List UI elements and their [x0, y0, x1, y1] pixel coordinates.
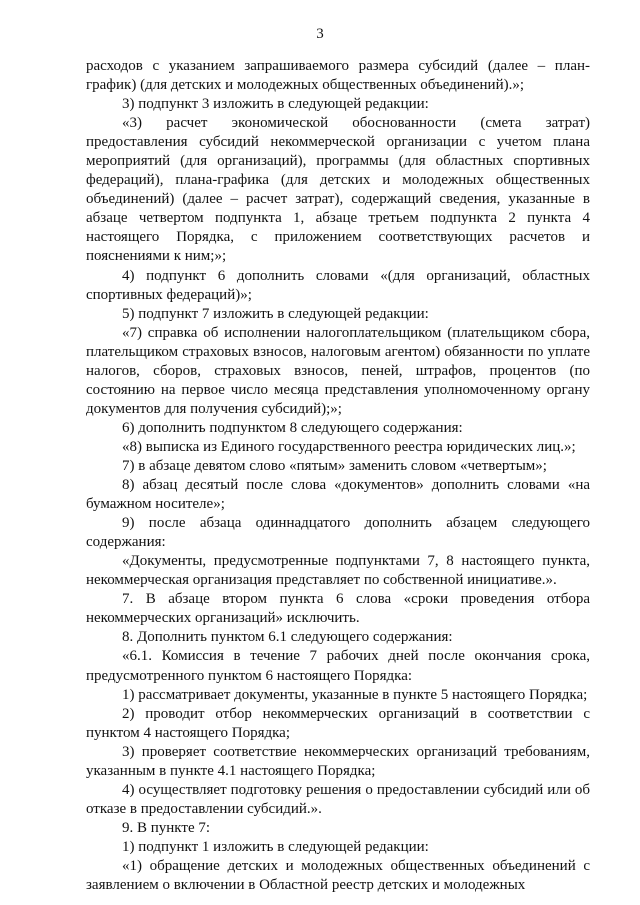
paragraph: 8. Дополнить пунктом 6.1 следующего содержания:: [122, 629, 453, 646]
document-body: [86, 57, 590, 895]
paragraph: 7. В абзаце втором пункта 6 слова «сроки проведения отбора некоммерческих организаций» исключить.: [86, 591, 590, 627]
paragraph: 6) дополнить подпунктом 8 следующего содержания:: [122, 419, 463, 436]
paragraph: 9. В пункте 7:: [122, 819, 211, 836]
paragraph: 9) после абзаца одиннадцатого дополнить абзацем следующего содержания:: [86, 515, 590, 551]
paragraph: «3) расчет экономической обоснованности (смета затрат) предоставления субсидий некоммерческой организации с учетом плана мероприятий (для организаций), программы (для областных спортивных федераций), плана-графика (для детских и молодежных общественных объединений) (далее – расчет затрат), содержащий сведения, указанные в абзаце четвертом подпункта 1, абзаце третьем подпункта 2 пункта 4 настоящего Порядка, с приложением соответствующих расчетов и пояснениями к ним;»;: [86, 115, 590, 265]
paragraph: 3) подпункт 3 изложить в следующей редакции:: [122, 96, 429, 113]
paragraph: 4) осуществляет подготовку решения о предоставлении субсидий или об отказе в предоставлении субсидий.».: [86, 781, 590, 817]
paragraph: 8) абзац десятый после слова «документов» дополнить словами «на бумажном носителе»;: [86, 477, 590, 513]
paragraph: расходов с указанием запрашиваемого размера субсидий (далее – план-график) (для детских и молодежных общественных объединений).»;: [86, 58, 590, 94]
paragraph: 5) подпункт 7 изложить в следующей редакции:: [122, 305, 429, 322]
page-number: 3: [316, 26, 324, 42]
paragraph: «7) справка об исполнении налогоплательщиком (плательщиком сбора, плательщиком страховых взносов, налоговым агентом) обязанности по уплате налогов, сборов, страховых взносов, пеней, штрафов, процентов (по состоянию на первое число месяца представления уполномоченному органу документов для получения субсидий);»;: [86, 324, 590, 417]
paragraph: «Документы, предусмотренные подпунктами 7, 8 настоящего пункта, некоммерческая организация представляет по собственной инициативе.».: [86, 553, 590, 589]
paragraph: 3) проверяет соответствие некоммерческих организаций требованиям, указанным в пункте 4.1 настоящего Порядка;: [86, 743, 590, 779]
paragraph: «1) обращение детских и молодежных общественных объединений с заявлением о включении в Областной реестр детских и молодежных: [86, 857, 590, 894]
paragraph: 7) в абзаце девятом слово «пятым» заменить словом «четвертым»;: [122, 457, 547, 474]
paragraph: 1) рассматривает документы, указанные в пункте 5 настоящего Порядка;: [122, 686, 588, 703]
paragraph: 2) проводит отбор некоммерческих организаций в соответствии с пунктом 4 настоящего Порядка;: [86, 705, 590, 741]
paragraph: «8) выписка из Единого государственного реестра юридических лиц.»;: [122, 438, 576, 455]
paragraph: 1) подпункт 1 изложить в следующей редакции:: [122, 838, 429, 855]
paragraph: 4) подпункт 6 дополнить словами «(для организаций, областных спортивных федераций)»;: [86, 267, 590, 303]
paragraph: «6.1. Комиссия в течение 7 рабочих дней после окончания срока, предусмотренного пунктом 6 настоящего Порядка:: [86, 648, 590, 684]
